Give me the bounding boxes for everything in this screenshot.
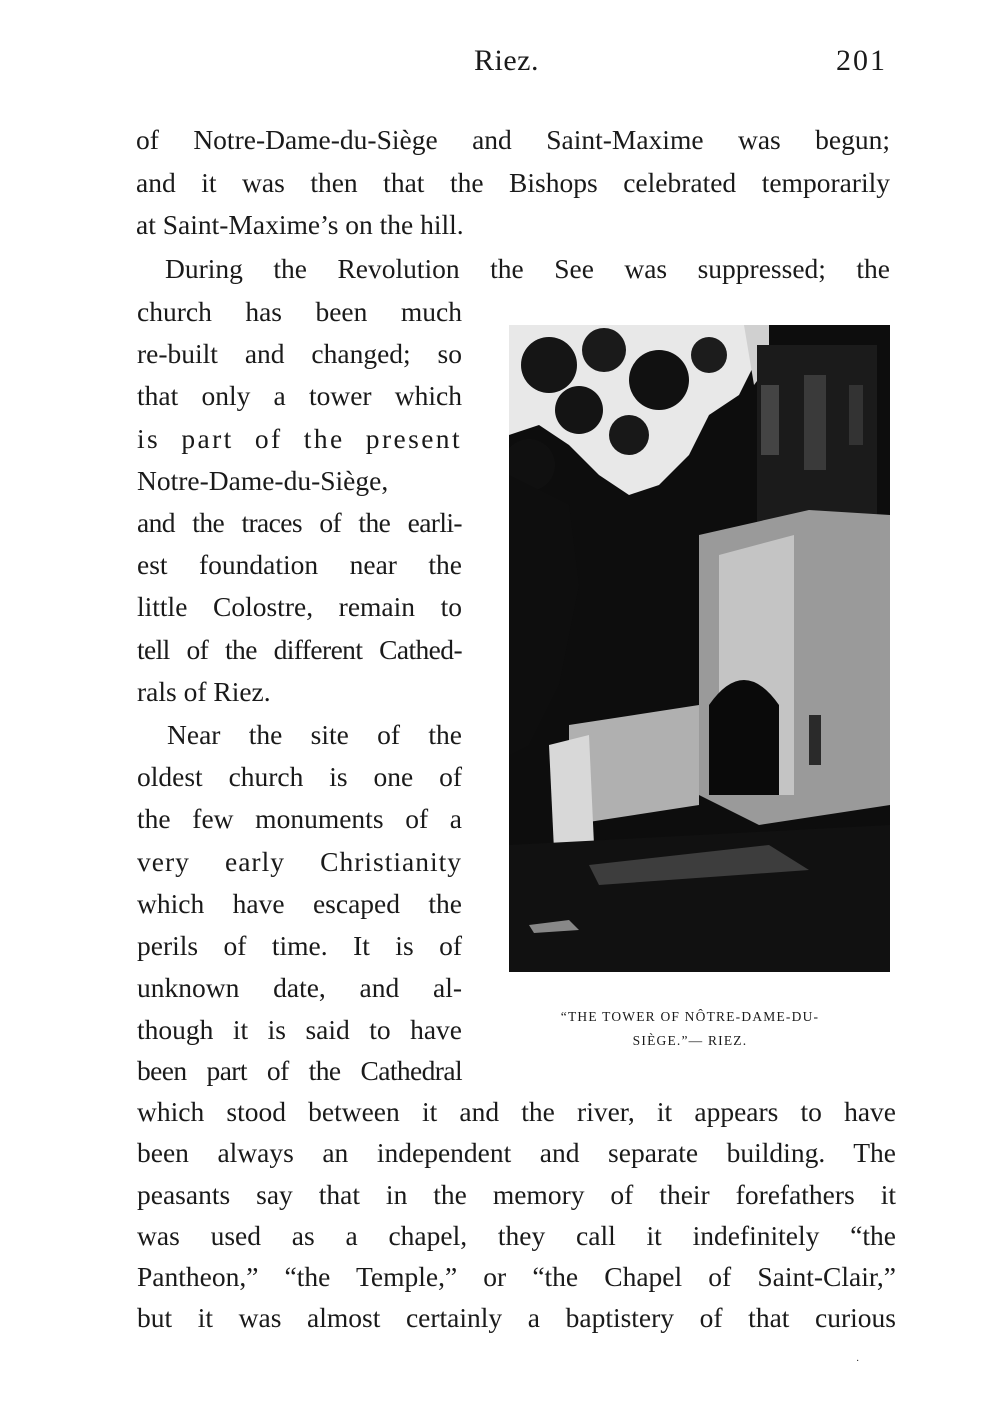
text-line: which have escaped the — [137, 888, 462, 919]
text-line: Near the site of the — [167, 719, 462, 750]
photograph-illustration — [509, 325, 890, 972]
text-line: and it was then that the Bishops celebrated temporarily — [136, 167, 890, 198]
text-line: at Saint-Maxime’s on the hill. — [136, 209, 464, 240]
printer-mark: · — [856, 1356, 860, 1367]
page-number: 201 — [836, 44, 887, 77]
text-line: of Notre-Dame-du-Siège and Saint-Maxime was begun; — [136, 124, 890, 155]
text-line: but it was almost certainly a baptistery of that curious — [137, 1302, 896, 1333]
text-line: Notre-Dame-du-Siège, — [137, 465, 389, 496]
text-line: church has been much — [137, 296, 462, 327]
running-head — [0, 44, 1000, 84]
text-line: been part of the Cathedral — [137, 1055, 462, 1086]
caption-line: SIÈGE.”— RIEZ. — [632, 1033, 748, 1048]
text-line: oldest church is one of — [137, 761, 462, 792]
text-line: is part of the present — [137, 423, 462, 454]
text-line: though it is said to have — [137, 1014, 462, 1045]
text-line: During the Revolution the See was suppressed; the — [165, 253, 890, 284]
text-line: peasants say that in the memory of their forefathers it — [137, 1179, 896, 1210]
text-line: rals of Riez. — [137, 676, 271, 707]
text-line: very early Christianity — [137, 846, 462, 877]
text-line: re-built and changed; so — [137, 338, 462, 369]
running-title: Riez. — [474, 44, 539, 77]
text-line: been always an independent and separate building. The — [137, 1137, 896, 1168]
text-line: unknown date, and al- — [137, 972, 462, 1003]
text-line: and the traces of the earli- — [137, 507, 462, 538]
text-line: little Colostre, remain to — [137, 591, 462, 622]
text-line: that only a tower which — [137, 380, 462, 411]
text-line: was used as a chapel, they call it indefinitely “the — [137, 1220, 896, 1251]
text-line: est foundation near the — [137, 549, 462, 580]
text-line: perils of time. It is of — [137, 930, 462, 961]
text-line: tell of the different Cathed- — [137, 634, 462, 665]
text-line: which stood between it and the river, it appears to have — [137, 1096, 896, 1127]
text-line: Pantheon,” “the Temple,” or “the Chapel of Saint-Clair,” — [137, 1261, 896, 1292]
caption-line: “THE TOWER OF NÔTRE-DAME-DU- — [560, 1009, 820, 1024]
text-line: the few monuments of a — [137, 803, 462, 834]
church-tower-photograph — [509, 325, 890, 972]
figure-caption — [506, 1005, 874, 1053]
